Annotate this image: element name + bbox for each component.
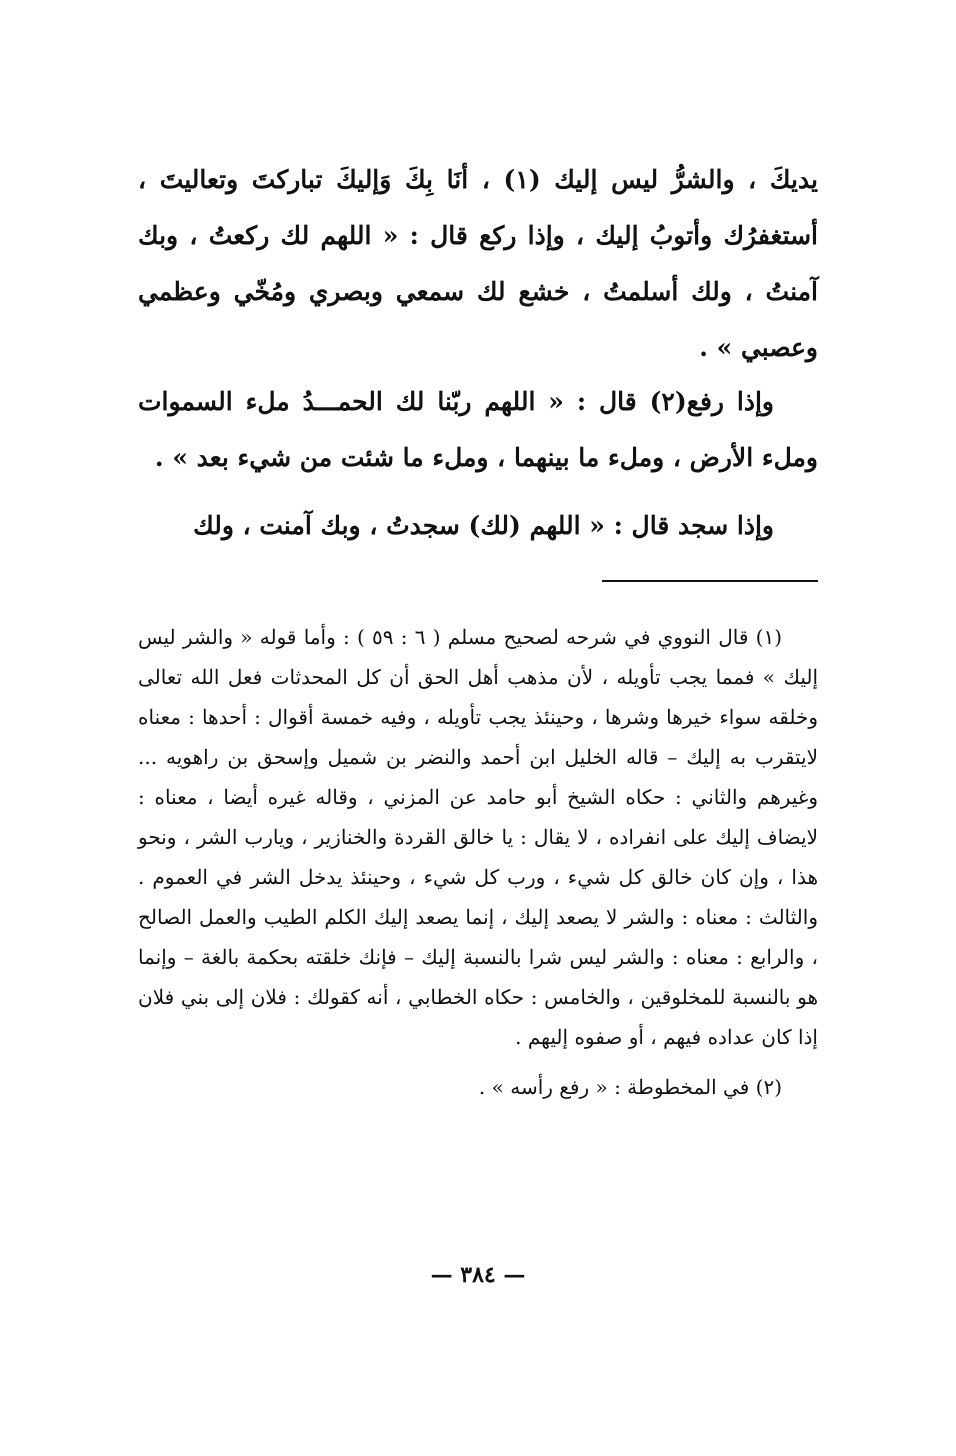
body-paragraph: وإذا سجد قال : « اللهم (لك) سجدتُ ، وبك آمنت ، ولك bbox=[193, 511, 774, 540]
footnote: (١) قال النووي في شرحه لصحيح مسلم ( ٦ : ٥٩ ) : وأما قوله « والشر ليس إليك » فمما يجب تأويله ، لأن مذهب أهل الحق أن كل المحدثات فعل الله تعالى وخلقه سواء خيرها وشرها ، وحينئذ يجب تأويله ، وفيه خمسة أقوال : أحدها : معناه لايتقرب به إليك – قاله الخليل ابن أحمد والنضر بن شميل وإسحق بن راهويه ... وغيرهم والثاني : حكاه الشيخ أبو حامد عن المزني ، وقاله غيره أيضا ، معناه : لايضاف إليك على انفراده ، لا يقال : يا خالق القردة والخنازير ، ويارب الشر ، ونحو هذا ، وإن كان خالق كل شيء ، ورب كل شيء ، وحينئذ يدخل الشر في العموم . والثالث : معناه : والشر لا يصعد إليك ، إنما يصعد إليك الكلم الطيب والعمل الصالح ، والرابع : معناه : والشر ليس شرا بالنسبة إليك – فإنك خلقته بحكمة بالغة – وإنما هو بالنسبة للمخلوقين ، والخامس : حكاه الخطابي ، أنه كقولك : فلان إلى بني فلان إذا كان عداده فيهم ، أو صفوه إليهم . bbox=[138, 625, 818, 1049]
footnote: (٢) في المخطوطة : « رفع رأسه » . bbox=[478, 1075, 782, 1099]
main-text bbox=[138, 152, 818, 572]
body-paragraph: يديكَ ، والشرُّ ليس إليك (١) ، أنَا بِكَ وَإليكَ تباركتَ وتعاليتَ ، أستغفرُك وأتوبُ إليك ، وإذا ركع قال : « اللهم لك ركعتُ ، وبك آمنتُ ، ولك أسلمتُ ، خشع لك سمعي وبصري ومُخّي وعظمي وعصبي » . bbox=[138, 165, 819, 362]
page-number: — ٣٨٤ — bbox=[430, 1262, 526, 1288]
footnotes bbox=[138, 617, 818, 1107]
body-paragraph: وإذا رفع(٢) قال : « اللهم ربّنا لك الحمـــدُ ملء السموات وملء الأرض ، وملء ما بينهما ، وملء ما شئت من شيء بعد » . bbox=[138, 387, 818, 472]
footnote-divider bbox=[602, 580, 818, 582]
